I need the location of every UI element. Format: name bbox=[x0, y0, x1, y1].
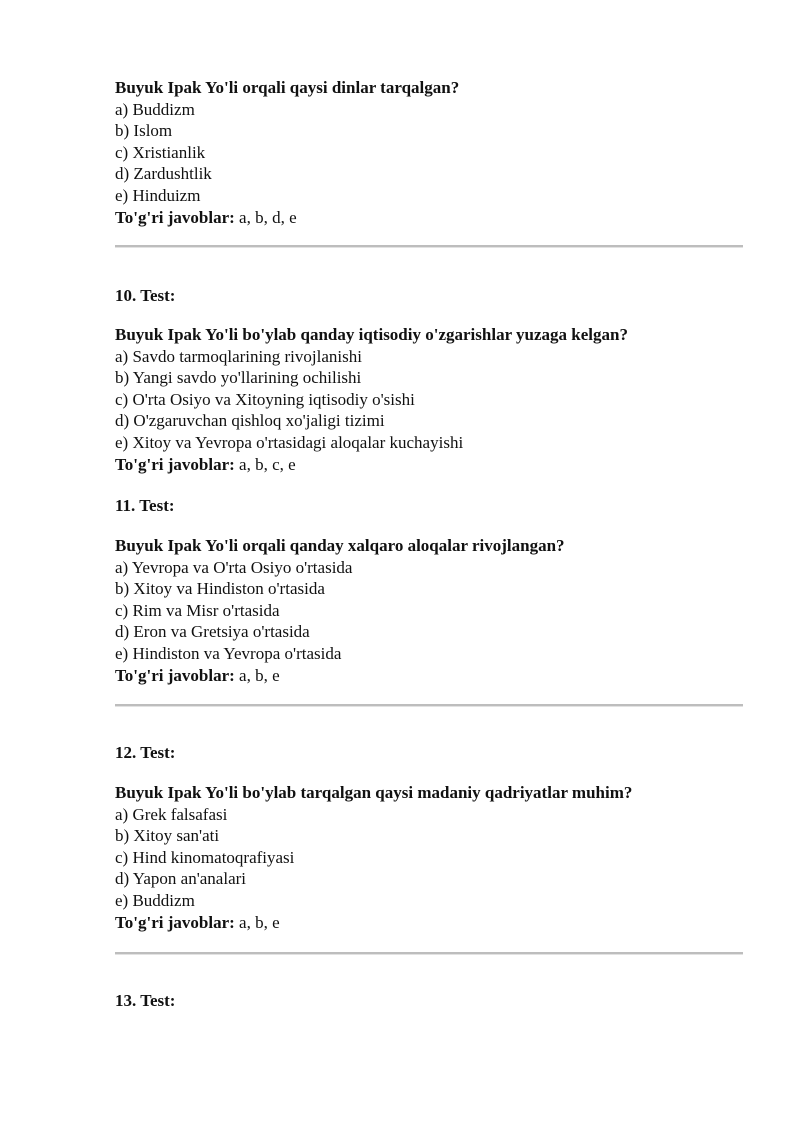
option-d: d) Yapon an'analari bbox=[115, 869, 247, 889]
correct-answers bbox=[115, 454, 628, 476]
question-9 bbox=[115, 77, 459, 228]
test-heading-11: 11. Test: bbox=[115, 496, 175, 515]
option-a: a) Savdo tarmoqlarining rivojlanishi bbox=[115, 346, 362, 366]
divider bbox=[115, 952, 743, 955]
test-heading-12: 12. Test: bbox=[115, 743, 176, 762]
option-d: d) O'zgaruvchan qishloq xo'jaligi tizimi bbox=[115, 411, 385, 431]
option-c: c) Rim va Misr o'rtasida bbox=[115, 600, 280, 620]
correct-label: To'g'ri javoblar: bbox=[115, 454, 235, 474]
answers-value: a, b, e bbox=[239, 912, 280, 932]
divider bbox=[115, 245, 743, 248]
correct-answers bbox=[115, 665, 565, 687]
question-text: Buyuk Ipak Yo'li orqali qanday xalqaro aloqalar rivojlangan? bbox=[115, 536, 565, 555]
correct-label: To'g'ri javoblar: bbox=[115, 207, 235, 227]
option-b: b) Xitoy va Hindiston o'rtasida bbox=[115, 579, 325, 599]
question-12 bbox=[115, 782, 632, 933]
option-b: b) Islom bbox=[115, 121, 173, 141]
option-c: c) Xristianlik bbox=[115, 142, 206, 162]
question-text: Buyuk Ipak Yo'li bo'ylab tarqalgan qaysi madaniy qadriyatlar muhim? bbox=[115, 783, 633, 802]
test-heading-13: 13. Test: bbox=[115, 991, 176, 1010]
option-c: c) O'rta Osiyo va Xitoyning iqtisodiy o'sishi bbox=[115, 389, 415, 409]
option-b: b) Yangi savdo yo'llarining ochilishi bbox=[115, 368, 362, 388]
option-a: a) Buddizm bbox=[115, 99, 195, 119]
correct-answers bbox=[115, 207, 459, 229]
option-b: b) Xitoy san'ati bbox=[115, 826, 220, 846]
correct-label: To'g'ri javoblar: bbox=[115, 912, 235, 932]
test-heading-10: 10. Test: bbox=[115, 286, 176, 305]
question-text: Buyuk Ipak Yo'li bo'ylab qanday iqtisodiy o'zgarishlar yuzaga kelgan? bbox=[115, 325, 628, 344]
option-d: d) Eron va Gretsiya o'rtasida bbox=[115, 622, 310, 642]
option-e: e) Hinduizm bbox=[115, 185, 201, 205]
option-a: a) Grek falsafasi bbox=[115, 804, 228, 824]
option-e: e) Buddizm bbox=[115, 890, 195, 910]
option-c: c) Hind kinomatoqrafiyasi bbox=[115, 847, 295, 867]
answers-value: a, b, d, e bbox=[239, 207, 297, 227]
question-10 bbox=[115, 324, 628, 475]
correct-answers bbox=[115, 912, 632, 934]
option-e: e) Xitoy va Yevropa o'rtasidagi aloqalar kuchayishi bbox=[115, 432, 464, 452]
answers-value: a, b, c, e bbox=[239, 454, 296, 474]
option-d: d) Zardushtlik bbox=[115, 164, 212, 184]
correct-label: To'g'ri javoblar: bbox=[115, 665, 235, 685]
answers-value: a, b, e bbox=[239, 665, 280, 685]
question-11 bbox=[115, 535, 565, 686]
question-text: Buyuk Ipak Yo'li orqali qaysi dinlar tarqalgan? bbox=[115, 78, 460, 97]
option-a: a) Yevropa va O'rta Osiyo o'rtasida bbox=[115, 557, 353, 577]
option-e: e) Hindiston va Yevropa o'rtasida bbox=[115, 643, 342, 663]
divider bbox=[115, 704, 743, 707]
